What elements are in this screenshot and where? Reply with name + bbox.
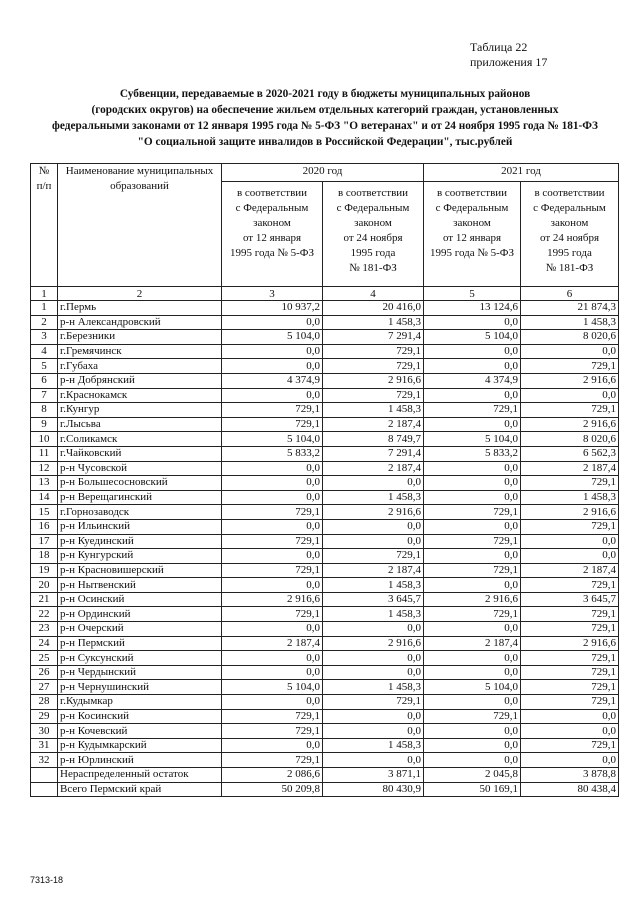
row-number: 31 bbox=[31, 738, 58, 753]
row-number: 32 bbox=[31, 753, 58, 768]
row-value-2021-5fz: 0,0 bbox=[424, 738, 521, 753]
row-municipality: г.Березники bbox=[58, 330, 222, 345]
row-value-2020-181fz: 729,1 bbox=[323, 388, 424, 403]
row-value-2021-5fz: 0,0 bbox=[424, 388, 521, 403]
table-row bbox=[31, 622, 619, 637]
row-value-2021-181fz: 2 187,4 bbox=[521, 563, 619, 578]
row-municipality: г.Лысьва bbox=[58, 417, 222, 432]
header-line: от 24 ноября bbox=[343, 232, 403, 244]
table-row bbox=[31, 403, 619, 418]
row-municipality: р-н Чернушинский bbox=[58, 680, 222, 695]
row-number: 28 bbox=[31, 695, 58, 710]
table-row bbox=[31, 476, 619, 491]
row-value-2021-5fz: 2 916,6 bbox=[424, 592, 521, 607]
table-row bbox=[31, 417, 619, 432]
row-value-2020-5fz: 10 937,2 bbox=[222, 301, 323, 316]
row-municipality: г.Пермь bbox=[58, 301, 222, 316]
row-value-2020-181fz: 1 458,3 bbox=[323, 738, 424, 753]
row-value-2021-5fz: 729,1 bbox=[424, 563, 521, 578]
table-row bbox=[31, 549, 619, 564]
row-number: 18 bbox=[31, 549, 58, 564]
row-value-2021-181fz: 729,1 bbox=[521, 359, 619, 374]
row-number: 27 bbox=[31, 680, 58, 695]
row-value-2021-5fz: 0,0 bbox=[424, 344, 521, 359]
row-value-2020-5fz: 5 104,0 bbox=[222, 432, 323, 447]
row-value-2021-5fz: 4 374,9 bbox=[424, 373, 521, 388]
table-row bbox=[31, 301, 619, 316]
row-number: 1 bbox=[31, 301, 58, 316]
row-value-2020-5fz: 0,0 bbox=[222, 519, 323, 534]
title-line: "О социальной защите инвалидов в Российской Федерации", тыс.рублей bbox=[137, 136, 513, 148]
row-value-2020-5fz: 0,0 bbox=[222, 578, 323, 593]
row-municipality: г.Губаха bbox=[58, 359, 222, 374]
row-value-2021-181fz: 8 020,6 bbox=[521, 432, 619, 447]
table-number: Таблица 22 bbox=[470, 40, 528, 54]
title-line: (городских округов) на обеспечение жильем отдельных категорий граждан, установленных bbox=[91, 104, 559, 116]
table-row bbox=[31, 738, 619, 753]
row-value-2021-181fz: 0,0 bbox=[521, 344, 619, 359]
table-row bbox=[31, 519, 619, 534]
row-municipality: г.Соликамск bbox=[58, 432, 222, 447]
row-value-2020-181fz: 0,0 bbox=[323, 709, 424, 724]
row-value-2021-5fz: 0,0 bbox=[424, 549, 521, 564]
row-municipality: р-н Нытвенский bbox=[58, 578, 222, 593]
header-line: с Федеральным bbox=[336, 202, 410, 214]
row-value-2020-5fz: 0,0 bbox=[222, 344, 323, 359]
table-row bbox=[31, 709, 619, 724]
header-year-2020: 2020 год bbox=[222, 164, 424, 182]
table-row bbox=[31, 388, 619, 403]
row-value-2020-181fz: 2 916,6 bbox=[323, 636, 424, 651]
row-value-2021-5fz: 729,1 bbox=[424, 505, 521, 520]
column-index: 3 bbox=[222, 287, 323, 301]
row-value-2021-181fz: 21 874,3 bbox=[521, 301, 619, 316]
row-value-2021-181fz: 729,1 bbox=[521, 607, 619, 622]
header-line: от 12 января bbox=[442, 232, 502, 244]
row-value-2021-5fz: 729,1 bbox=[424, 709, 521, 724]
table-row bbox=[31, 578, 619, 593]
row-number bbox=[31, 782, 58, 797]
row-value-2020-181fz: 7 291,4 bbox=[323, 446, 424, 461]
row-municipality: г.Кунгур bbox=[58, 403, 222, 418]
column-index: 5 bbox=[424, 287, 521, 301]
row-value-2021-5fz: 0,0 bbox=[424, 519, 521, 534]
row-number: 3 bbox=[31, 330, 58, 345]
row-value-2020-5fz: 0,0 bbox=[222, 461, 323, 476]
row-value-2020-5fz: 2 916,6 bbox=[222, 592, 323, 607]
row-value-2020-5fz: 0,0 bbox=[222, 665, 323, 680]
table-row bbox=[31, 651, 619, 666]
header-line: № 181-ФЗ bbox=[545, 262, 594, 274]
table-row bbox=[31, 461, 619, 476]
row-value-2021-5fz: 5 104,0 bbox=[424, 432, 521, 447]
row-value-2021-181fz: 1 458,3 bbox=[521, 490, 619, 505]
row-municipality: р-н Пермский bbox=[58, 636, 222, 651]
row-number: 6 bbox=[31, 373, 58, 388]
row-value-2020-181fz: 0,0 bbox=[323, 622, 424, 637]
row-value-2020-5fz: 729,1 bbox=[222, 505, 323, 520]
row-value-2021-5fz: 5 104,0 bbox=[424, 680, 521, 695]
row-value-2020-5fz: 0,0 bbox=[222, 476, 323, 491]
row-value-2021-181fz: 729,1 bbox=[521, 651, 619, 666]
row-municipality: г.Кудымкар bbox=[58, 695, 222, 710]
row-value-2021-181fz: 1 458,3 bbox=[521, 315, 619, 330]
row-value-2020-181fz: 0,0 bbox=[323, 534, 424, 549]
row-municipality: р-н Куединский bbox=[58, 534, 222, 549]
header-law-181fz-2020 bbox=[323, 182, 424, 287]
row-value-2020-181fz: 80 430,9 bbox=[323, 782, 424, 797]
row-municipality: р-н Косинский bbox=[58, 709, 222, 724]
row-municipality: р-н Красновишерский bbox=[58, 563, 222, 578]
header-number: № п/п bbox=[31, 164, 58, 287]
row-value-2020-181fz: 0,0 bbox=[323, 519, 424, 534]
row-value-2020-5fz: 0,0 bbox=[222, 738, 323, 753]
row-value-2020-181fz: 20 416,0 bbox=[323, 301, 424, 316]
row-value-2020-181fz: 729,1 bbox=[323, 695, 424, 710]
row-value-2020-181fz: 0,0 bbox=[323, 753, 424, 768]
column-index: 2 bbox=[58, 287, 222, 301]
header-line: в соответствии bbox=[534, 187, 605, 199]
row-value-2020-181fz: 729,1 bbox=[323, 359, 424, 374]
header-line: законом bbox=[253, 217, 291, 229]
row-value-2020-5fz: 5 104,0 bbox=[222, 330, 323, 345]
row-value-2020-181fz: 2 187,4 bbox=[323, 563, 424, 578]
table-row bbox=[31, 490, 619, 505]
subsidy-table bbox=[30, 163, 619, 797]
row-value-2021-5fz: 0,0 bbox=[424, 578, 521, 593]
table-row bbox=[31, 592, 619, 607]
row-municipality: р-н Очерский bbox=[58, 622, 222, 637]
row-value-2021-5fz: 0,0 bbox=[424, 651, 521, 666]
row-value-2021-5fz: 0,0 bbox=[424, 724, 521, 739]
row-value-2021-181fz: 3 645,7 bbox=[521, 592, 619, 607]
row-value-2021-5fz: 729,1 bbox=[424, 607, 521, 622]
row-value-2020-181fz: 1 458,3 bbox=[323, 680, 424, 695]
table-row bbox=[31, 753, 619, 768]
row-number: 12 bbox=[31, 461, 58, 476]
row-municipality: Нераспределенный остаток bbox=[58, 768, 222, 783]
row-number: 5 bbox=[31, 359, 58, 374]
title-line: Субвенции, передаваемые в 2020-2021 году в бюджеты муниципальных районов bbox=[119, 88, 531, 100]
row-value-2021-181fz: 729,1 bbox=[521, 476, 619, 491]
row-municipality: г.Горнозаводск bbox=[58, 505, 222, 520]
table-row bbox=[31, 330, 619, 345]
row-value-2021-5fz: 0,0 bbox=[424, 315, 521, 330]
table-row bbox=[31, 665, 619, 680]
header-law-181fz-2021 bbox=[521, 182, 619, 287]
row-value-2020-5fz: 0,0 bbox=[222, 315, 323, 330]
row-value-2021-181fz: 6 562,3 bbox=[521, 446, 619, 461]
row-value-2021-181fz: 729,1 bbox=[521, 738, 619, 753]
row-value-2020-5fz: 0,0 bbox=[222, 388, 323, 403]
header-law-5fz-2021 bbox=[424, 182, 521, 287]
row-value-2021-181fz: 2 916,6 bbox=[521, 417, 619, 432]
row-municipality: р-н Осинский bbox=[58, 592, 222, 607]
row-number: 25 bbox=[31, 651, 58, 666]
row-value-2020-5fz: 5 833,2 bbox=[222, 446, 323, 461]
table-row bbox=[31, 344, 619, 359]
row-value-2020-5fz: 50 209,8 bbox=[222, 782, 323, 797]
row-value-2020-181fz: 729,1 bbox=[323, 549, 424, 564]
row-value-2021-5fz: 0,0 bbox=[424, 622, 521, 637]
row-value-2020-181fz: 0,0 bbox=[323, 476, 424, 491]
row-value-2020-181fz: 0,0 bbox=[323, 665, 424, 680]
row-value-2021-181fz: 729,1 bbox=[521, 695, 619, 710]
row-value-2020-5fz: 2 187,4 bbox=[222, 636, 323, 651]
column-index: 6 bbox=[521, 287, 619, 301]
row-value-2020-181fz: 0,0 bbox=[323, 651, 424, 666]
table-row bbox=[31, 563, 619, 578]
row-value-2021-181fz: 8 020,6 bbox=[521, 330, 619, 345]
row-value-2020-181fz: 2 916,6 bbox=[323, 505, 424, 520]
row-number: 9 bbox=[31, 417, 58, 432]
header-line: в соответствии bbox=[337, 187, 409, 199]
row-value-2020-181fz: 1 458,3 bbox=[323, 403, 424, 418]
row-value-2020-5fz: 2 086,6 bbox=[222, 768, 323, 783]
row-number: 29 bbox=[31, 709, 58, 724]
row-value-2020-181fz: 8 749,7 bbox=[323, 432, 424, 447]
title-line: федеральными законами от 12 января 1995 года № 5-ФЗ "О ветеранах" и от 24 ноября 1995 года № 181-ФЗ bbox=[52, 120, 598, 132]
row-value-2021-5fz: 0,0 bbox=[424, 665, 521, 680]
row-municipality: р-н Ординский bbox=[58, 607, 222, 622]
header-line: с Федеральным bbox=[533, 202, 606, 214]
row-value-2021-5fz: 2 187,4 bbox=[424, 636, 521, 651]
row-value-2021-181fz: 0,0 bbox=[521, 549, 619, 564]
row-value-2020-5fz: 729,1 bbox=[222, 534, 323, 549]
row-value-2021-181fz: 2 916,6 bbox=[521, 373, 619, 388]
row-number: 26 bbox=[31, 665, 58, 680]
table-row bbox=[31, 636, 619, 651]
row-value-2020-5fz: 729,1 bbox=[222, 724, 323, 739]
row-value-2020-5fz: 729,1 bbox=[222, 709, 323, 724]
row-number: 24 bbox=[31, 636, 58, 651]
row-value-2021-5fz: 729,1 bbox=[424, 403, 521, 418]
row-value-2021-5fz: 5 104,0 bbox=[424, 330, 521, 345]
header-law-5fz-2020 bbox=[222, 182, 323, 287]
row-number: 30 bbox=[31, 724, 58, 739]
header-line: законом bbox=[354, 217, 392, 229]
row-number bbox=[31, 768, 58, 783]
row-value-2020-5fz: 0,0 bbox=[222, 651, 323, 666]
row-municipality: р-н Суксунский bbox=[58, 651, 222, 666]
row-number: 14 bbox=[31, 490, 58, 505]
row-municipality: р-н Александровский bbox=[58, 315, 222, 330]
row-number: 10 bbox=[31, 432, 58, 447]
row-value-2020-181fz: 729,1 bbox=[323, 344, 424, 359]
row-number: 7 bbox=[31, 388, 58, 403]
row-value-2020-5fz: 729,1 bbox=[222, 417, 323, 432]
row-value-2020-5fz: 0,0 bbox=[222, 549, 323, 564]
header-line: от 24 ноября bbox=[539, 232, 600, 244]
row-value-2020-181fz: 2 187,4 bbox=[323, 417, 424, 432]
header-line: законом bbox=[550, 217, 589, 229]
table-row bbox=[31, 768, 619, 783]
row-value-2020-5fz: 729,1 bbox=[222, 607, 323, 622]
header-line: с Федеральным bbox=[235, 202, 309, 214]
table-row bbox=[31, 724, 619, 739]
row-number: 15 bbox=[31, 505, 58, 520]
row-municipality: г.Краснокамск bbox=[58, 388, 222, 403]
row-value-2021-181fz: 2 916,6 bbox=[521, 636, 619, 651]
row-value-2021-181fz: 729,1 bbox=[521, 519, 619, 534]
row-value-2020-181fz: 2 916,6 bbox=[323, 373, 424, 388]
row-municipality: р-н Кунгурский bbox=[58, 549, 222, 564]
row-number: 22 bbox=[31, 607, 58, 622]
row-value-2021-5fz: 5 833,2 bbox=[424, 446, 521, 461]
row-municipality: р-н Ильинский bbox=[58, 519, 222, 534]
row-value-2020-181fz: 7 291,4 bbox=[323, 330, 424, 345]
row-value-2021-5fz: 0,0 bbox=[424, 695, 521, 710]
header-line: от 12 января bbox=[242, 232, 302, 244]
row-value-2020-5fz: 729,1 bbox=[222, 403, 323, 418]
row-value-2021-5fz: 729,1 bbox=[424, 534, 521, 549]
header-line: законом bbox=[453, 217, 491, 229]
row-value-2020-181fz: 1 458,3 bbox=[323, 607, 424, 622]
row-municipality: г.Гремячинск bbox=[58, 344, 222, 359]
row-value-2021-5fz: 0,0 bbox=[424, 753, 521, 768]
row-municipality: г.Чайковский bbox=[58, 446, 222, 461]
header-line: в соответствии bbox=[436, 187, 508, 199]
header-line: 1995 года № 5-ФЗ bbox=[229, 247, 314, 259]
document-code: 7313-18 bbox=[30, 875, 64, 885]
row-number: 20 bbox=[31, 578, 58, 593]
row-number: 23 bbox=[31, 622, 58, 637]
row-municipality: р-н Кочевский bbox=[58, 724, 222, 739]
row-value-2021-181fz: 0,0 bbox=[521, 709, 619, 724]
header-line: 1995 года bbox=[547, 247, 592, 259]
row-value-2021-181fz: 729,1 bbox=[521, 680, 619, 695]
table-row bbox=[31, 505, 619, 520]
row-value-2020-181fz: 3 871,1 bbox=[323, 768, 424, 783]
row-number: 4 bbox=[31, 344, 58, 359]
row-value-2020-5fz: 5 104,0 bbox=[222, 680, 323, 695]
row-value-2021-5fz: 50 169,1 bbox=[424, 782, 521, 797]
header-municipality: Наименование муниципальных образований bbox=[58, 164, 222, 287]
row-number: 16 bbox=[31, 519, 58, 534]
row-value-2021-181fz: 0,0 bbox=[521, 534, 619, 549]
row-municipality: р-н Верещагинский bbox=[58, 490, 222, 505]
row-number: 21 bbox=[31, 592, 58, 607]
header-line: в соответствии bbox=[236, 187, 308, 199]
column-index: 1 bbox=[31, 287, 58, 301]
row-value-2020-181fz: 2 187,4 bbox=[323, 461, 424, 476]
table-row bbox=[31, 446, 619, 461]
row-value-2020-5fz: 4 374,9 bbox=[222, 373, 323, 388]
table-reference bbox=[470, 40, 547, 70]
row-value-2021-181fz: 2 187,4 bbox=[521, 461, 619, 476]
header-line: с Федеральным bbox=[435, 202, 509, 214]
row-number: 13 bbox=[31, 476, 58, 491]
table-row bbox=[31, 432, 619, 447]
row-value-2021-5fz: 0,0 bbox=[424, 359, 521, 374]
row-number: 2 bbox=[31, 315, 58, 330]
row-municipality: р-н Кудымкарский bbox=[58, 738, 222, 753]
row-value-2020-181fz: 1 458,3 bbox=[323, 578, 424, 593]
table-row bbox=[31, 607, 619, 622]
row-value-2020-181fz: 1 458,3 bbox=[323, 315, 424, 330]
row-number: 11 bbox=[31, 446, 58, 461]
row-number: 8 bbox=[31, 403, 58, 418]
row-value-2020-181fz: 0,0 bbox=[323, 724, 424, 739]
row-number: 17 bbox=[31, 534, 58, 549]
row-value-2021-5fz: 2 045,8 bbox=[424, 768, 521, 783]
header-line: 1995 года bbox=[350, 247, 396, 259]
row-value-2021-181fz: 0,0 bbox=[521, 724, 619, 739]
row-value-2021-181fz: 0,0 bbox=[521, 753, 619, 768]
row-value-2020-181fz: 1 458,3 bbox=[323, 490, 424, 505]
table-row bbox=[31, 680, 619, 695]
table-row bbox=[31, 359, 619, 374]
row-value-2020-5fz: 0,0 bbox=[222, 695, 323, 710]
row-value-2021-181fz: 80 438,4 bbox=[521, 782, 619, 797]
row-value-2021-5fz: 0,0 bbox=[424, 417, 521, 432]
row-value-2021-181fz: 729,1 bbox=[521, 578, 619, 593]
table-row bbox=[31, 373, 619, 388]
table-row bbox=[31, 534, 619, 549]
row-municipality: р-н Чусовской bbox=[58, 461, 222, 476]
row-value-2021-181fz: 0,0 bbox=[521, 388, 619, 403]
row-value-2021-5fz: 0,0 bbox=[424, 476, 521, 491]
row-municipality: р-н Большесосновский bbox=[58, 476, 222, 491]
row-value-2020-181fz: 3 645,7 bbox=[323, 592, 424, 607]
row-value-2021-181fz: 3 878,8 bbox=[521, 768, 619, 783]
row-value-2021-181fz: 729,1 bbox=[521, 622, 619, 637]
row-number: 19 bbox=[31, 563, 58, 578]
row-value-2021-5fz: 13 124,6 bbox=[424, 301, 521, 316]
header-line: № 181-ФЗ bbox=[349, 262, 397, 274]
row-municipality: р-н Чердынский bbox=[58, 665, 222, 680]
row-value-2020-5fz: 729,1 bbox=[222, 563, 323, 578]
row-value-2021-181fz: 2 916,6 bbox=[521, 505, 619, 520]
row-value-2020-5fz: 0,0 bbox=[222, 622, 323, 637]
row-value-2021-181fz: 729,1 bbox=[521, 665, 619, 680]
row-municipality: Всего Пермский край bbox=[58, 782, 222, 797]
row-value-2020-5fz: 0,0 bbox=[222, 490, 323, 505]
table-row bbox=[31, 695, 619, 710]
row-value-2020-5fz: 729,1 bbox=[222, 753, 323, 768]
row-value-2021-181fz: 729,1 bbox=[521, 403, 619, 418]
row-value-2020-5fz: 0,0 bbox=[222, 359, 323, 374]
header-line: 1995 года № 5-ФЗ bbox=[429, 247, 514, 259]
row-value-2021-5fz: 0,0 bbox=[424, 490, 521, 505]
table-row bbox=[31, 782, 619, 797]
document-title bbox=[30, 86, 620, 150]
row-value-2021-5fz: 0,0 bbox=[424, 461, 521, 476]
table-row bbox=[31, 315, 619, 330]
header-year-2021: 2021 год bbox=[424, 164, 619, 182]
row-municipality: р-н Добрянский bbox=[58, 373, 222, 388]
appendix-number: приложения 17 bbox=[470, 55, 548, 69]
column-index: 4 bbox=[323, 287, 424, 301]
row-municipality: р-н Юрлинский bbox=[58, 753, 222, 768]
